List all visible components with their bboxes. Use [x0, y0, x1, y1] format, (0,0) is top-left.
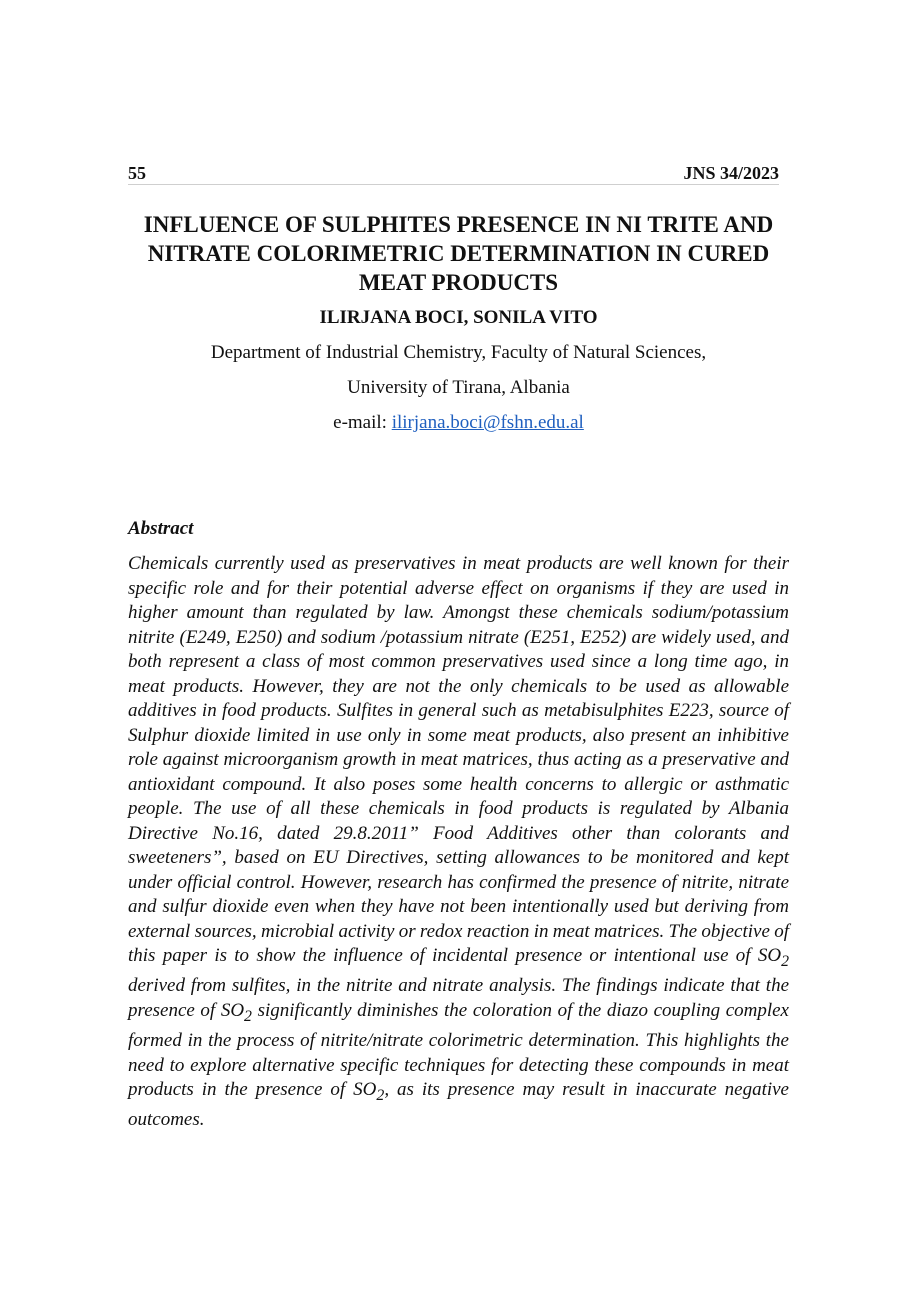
abstract-text-part-3: significantly diminishes the coloration of the diazo coupling complex formed in the process of nitrite/nitrate colorimetric determination. This highlights the need to explore alternative specific techniques for detecting these compounds in meat products in the presence of SO [128, 999, 789, 1101]
paper-title: INFLUENCE OF SULPHITES PRESENCE IN NI TRITE AND NITRATE COLORIMETRIC DETERMINATION IN CURED MEAT PRODUCTS [143, 212, 774, 295]
abstract-text-part-4: , as its presence may result in inaccurate negative outcomes. [128, 1079, 789, 1131]
subscript-2: 2 [244, 1007, 252, 1025]
subscript-2: 2 [781, 952, 789, 970]
running-header [128, 160, 779, 185]
email-line [128, 411, 789, 435]
journal-issue: JNS 34/2023 [683, 163, 779, 183]
subscript-2: 2 [376, 1086, 385, 1104]
abstract-heading: Abstract [128, 518, 194, 539]
affiliation-line-2: University of Tirana, Albania [347, 377, 570, 398]
affiliation-line-1: Department of Industrial Chemistry, Faculty of Natural Sciences, [210, 342, 707, 363]
email-link[interactable]: ilirjana.boci@fshn.edu.al [391, 412, 584, 433]
paper-authors: ILIRJANA BOCI, SONILA VITO [319, 307, 598, 328]
page-number: 55 [128, 163, 146, 183]
abstract-text-part-2: derived from sulfites, in the nitrite and nitrate analysis. The findings indicate that the presence of SO [128, 975, 789, 1021]
abstract-text-part-1: Chemicals currently used as preservatives in meat products are well known for their specific role and for their potential adverse effect on organisms if they are used in higher amount than regulated by law. Amongst these chemicals sodium/potassium nitrite (E249, E250) and sodium /potassium nitrate (E251, E252) are widely used, and both represent a class of most common preservatives used since a long time ago, in meat products. However, they are not the only chemicals to be used as allowable additives in food products. Sulfites in general such as metabisulphites E223, source of Sulphur dioxide limited in use only in some meat products, also present an inhibitive role against microorganism growth in meat matrices, thus acting as a preservative and antioxidant compound. It also poses some health concerns to allergic or asthmatic people. The use of all these chemicals in food products is regulated by Albania Directive No.16, dated 29.8.2011” Food Additives other than colorants and sweeteners”, based on EU Directives, setting allowances to be monitored and kept under official control. However, research has confirmed the presence of nitrite, nitrate and sulfur dioxide even when they have not been intentionally used but deriving from external sources, microbial activity or redox reaction in meat matrices. The objective of this paper is to show the influence of incidental presence or intentional use of SO [128, 553, 789, 966]
abstract-body [128, 552, 789, 1133]
email-label: e-mail: [333, 412, 392, 433]
